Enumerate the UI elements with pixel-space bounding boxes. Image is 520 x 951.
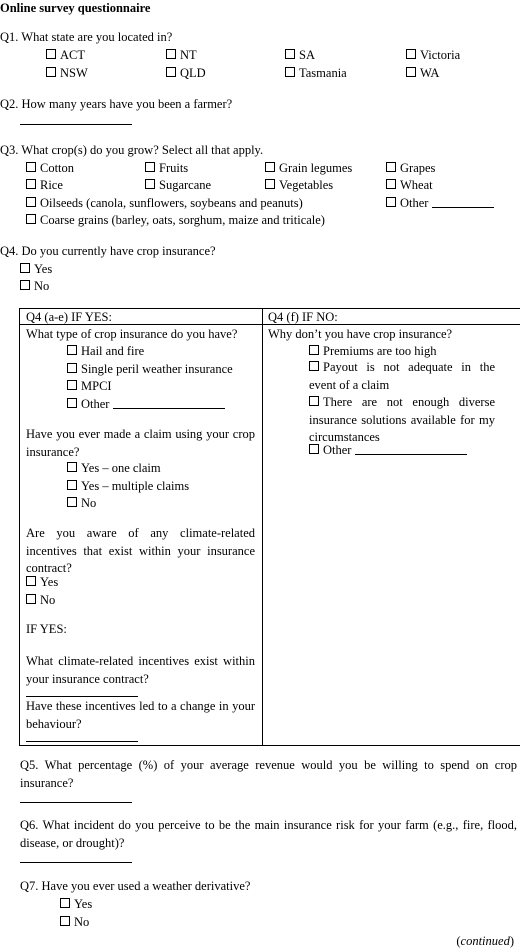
q1-option-nt[interactable]: NT	[166, 48, 197, 62]
q7-question: Q7. Have you ever used a weather derivative?	[20, 879, 251, 893]
q7-option-yes[interactable]: Yes	[60, 897, 92, 911]
q4f-other-field[interactable]	[355, 444, 467, 455]
q1-option-qld[interactable]: QLD	[166, 66, 206, 80]
checkbox-icon[interactable]	[145, 179, 155, 189]
q4f-option-other[interactable]: Other	[309, 443, 467, 457]
q4f-option-premiums[interactable]: Premiums are too high	[309, 344, 437, 358]
q3-option-sugarcane[interactable]: Sugarcane	[145, 178, 211, 192]
checkbox-icon[interactable]	[386, 197, 396, 207]
checkbox-icon[interactable]	[26, 197, 36, 207]
checkbox-icon[interactable]	[406, 49, 416, 59]
q7-option-no[interactable]: No	[60, 915, 89, 929]
checkbox-icon[interactable]	[166, 67, 176, 77]
q1-question: Q1. What state are you located in?	[0, 30, 173, 44]
checkbox-icon[interactable]	[26, 214, 36, 224]
q4a-option-other[interactable]: Other	[67, 397, 225, 411]
q3-option-fruits[interactable]: Fruits	[145, 161, 188, 175]
checkbox-icon[interactable]	[26, 179, 36, 189]
q4e-question: Have these incentives led to a change in your behaviour?	[26, 699, 255, 731]
q1-option-tasmania[interactable]: Tasmania	[285, 66, 347, 80]
q4a-other-field[interactable]	[113, 398, 225, 409]
q4b-option-multiple-claims[interactable]: Yes – multiple claims	[67, 479, 189, 493]
q4-yes-header: Q4 (a-e) IF YES:	[26, 310, 112, 324]
q3-option-grain-legumes[interactable]: Grain legumes	[265, 161, 352, 175]
checkbox-icon[interactable]	[386, 162, 396, 172]
q4f-option-payout[interactable]: Payout is not adequate in the event of a claim	[309, 360, 495, 392]
continued-note: (continued)	[456, 934, 514, 948]
q4f-question: Why don’t you have crop insurance?	[268, 327, 453, 341]
checkbox-icon[interactable]	[386, 179, 396, 189]
page-title: Online survey questionnaire	[0, 1, 151, 15]
q4c-question: Are you aware of any climate-related incentives that exist within your insurance contract?	[26, 526, 255, 575]
q4-option-no[interactable]: No	[20, 279, 49, 293]
checkbox-icon[interactable]	[20, 280, 30, 290]
checkbox-icon[interactable]	[265, 162, 275, 172]
q1-option-act[interactable]: ACT	[46, 48, 85, 62]
q4c-option-no[interactable]: No	[26, 593, 55, 607]
checkbox-icon[interactable]	[26, 576, 36, 586]
q3-option-coarse-grains[interactable]: Coarse grains (barley, oats, sorghum, maize and triticale)	[26, 213, 325, 227]
q4a-question: What type of crop insurance do you have?	[26, 327, 238, 341]
q2-question: Q2. How many years have you been a farmer?	[0, 97, 233, 111]
q3-other-field[interactable]	[432, 197, 494, 208]
checkbox-icon[interactable]	[60, 898, 70, 908]
checkbox-icon[interactable]	[46, 49, 56, 59]
checkbox-icon[interactable]	[309, 345, 319, 355]
q4d-if-yes-label: IF YES:	[26, 622, 67, 636]
checkbox-icon[interactable]	[20, 263, 30, 273]
q3-question: Q3. What crop(s) do you grow? Select all that apply.	[0, 143, 264, 157]
q4-option-yes[interactable]: Yes	[20, 262, 52, 276]
checkbox-icon[interactable]	[60, 916, 70, 926]
q4f-option-not-enough[interactable]: There are not enough diverse insurance solutions available for my circumstances	[309, 395, 495, 444]
checkbox-icon[interactable]	[166, 49, 176, 59]
q2-answer-field[interactable]	[20, 124, 132, 125]
checkbox-icon[interactable]	[26, 594, 36, 604]
q3-option-rice[interactable]: Rice	[26, 178, 63, 192]
q6-answer-field[interactable]	[20, 862, 132, 863]
q4a-option-mpci[interactable]: MPCI	[67, 379, 112, 393]
q1-option-nsw[interactable]: NSW	[46, 66, 88, 80]
checkbox-icon[interactable]	[67, 480, 77, 490]
checkbox-icon[interactable]	[67, 497, 77, 507]
q4-question: Q4. Do you currently have crop insurance?	[0, 244, 216, 258]
q4b-question: Have you ever made a claim using your crop insurance?	[26, 427, 255, 459]
q4b-option-no[interactable]: No	[67, 496, 96, 510]
q5-question: Q5. What percentage (%) of your average revenue would you be willing to spend on crop insurance?	[20, 758, 517, 790]
checkbox-icon[interactable]	[265, 179, 275, 189]
q1-option-victoria[interactable]: Victoria	[406, 48, 460, 62]
checkbox-icon[interactable]	[406, 67, 416, 77]
checkbox-icon[interactable]	[67, 363, 77, 373]
table-header-divider	[19, 324, 520, 325]
q4a-option-single-peril[interactable]: Single peril weather insurance	[67, 362, 233, 376]
q3-option-other[interactable]: Other	[386, 196, 494, 210]
checkbox-icon[interactable]	[67, 345, 77, 355]
q4e-answer-field[interactable]	[26, 741, 138, 742]
q6-question: Q6. What incident do you perceive to be the main insurance risk for your farm (e.g., fire, flood, disease, or drought)?	[20, 818, 517, 850]
q4a-option-hail-fire[interactable]: Hail and fire	[67, 344, 144, 358]
q1-option-wa[interactable]: WA	[406, 66, 439, 80]
checkbox-icon[interactable]	[285, 49, 295, 59]
checkbox-icon[interactable]	[67, 380, 77, 390]
q3-option-wheat[interactable]: Wheat	[386, 178, 433, 192]
checkbox-icon[interactable]	[309, 396, 319, 406]
table-column-divider	[262, 308, 263, 745]
q3-option-oilseeds[interactable]: Oilseeds (canola, sunflowers, soybeans and peanuts)	[26, 196, 303, 210]
checkbox-icon[interactable]	[67, 462, 77, 472]
q3-option-grapes[interactable]: Grapes	[386, 161, 435, 175]
checkbox-icon[interactable]	[46, 67, 56, 77]
q5-answer-field[interactable]	[20, 802, 132, 803]
continued-label: continued	[460, 934, 510, 948]
checkbox-icon[interactable]	[67, 398, 77, 408]
q4b-option-one-claim[interactable]: Yes – one claim	[67, 461, 161, 475]
q1-option-sa[interactable]: SA	[285, 48, 315, 62]
q4d-question: What climate-related incentives exist within your insurance contract?	[26, 654, 255, 686]
checkbox-icon[interactable]	[145, 162, 155, 172]
q3-option-vegetables[interactable]: Vegetables	[265, 178, 333, 192]
q4-no-header: Q4 (f) IF NO:	[268, 310, 338, 324]
checkbox-icon[interactable]	[285, 67, 295, 77]
q4d-answer-field[interactable]	[26, 696, 138, 697]
checkbox-icon[interactable]	[26, 162, 36, 172]
q3-option-cotton[interactable]: Cotton	[26, 161, 74, 175]
q4c-option-yes[interactable]: Yes	[26, 575, 58, 589]
checkbox-icon[interactable]	[309, 444, 319, 454]
checkbox-icon[interactable]	[309, 361, 319, 371]
